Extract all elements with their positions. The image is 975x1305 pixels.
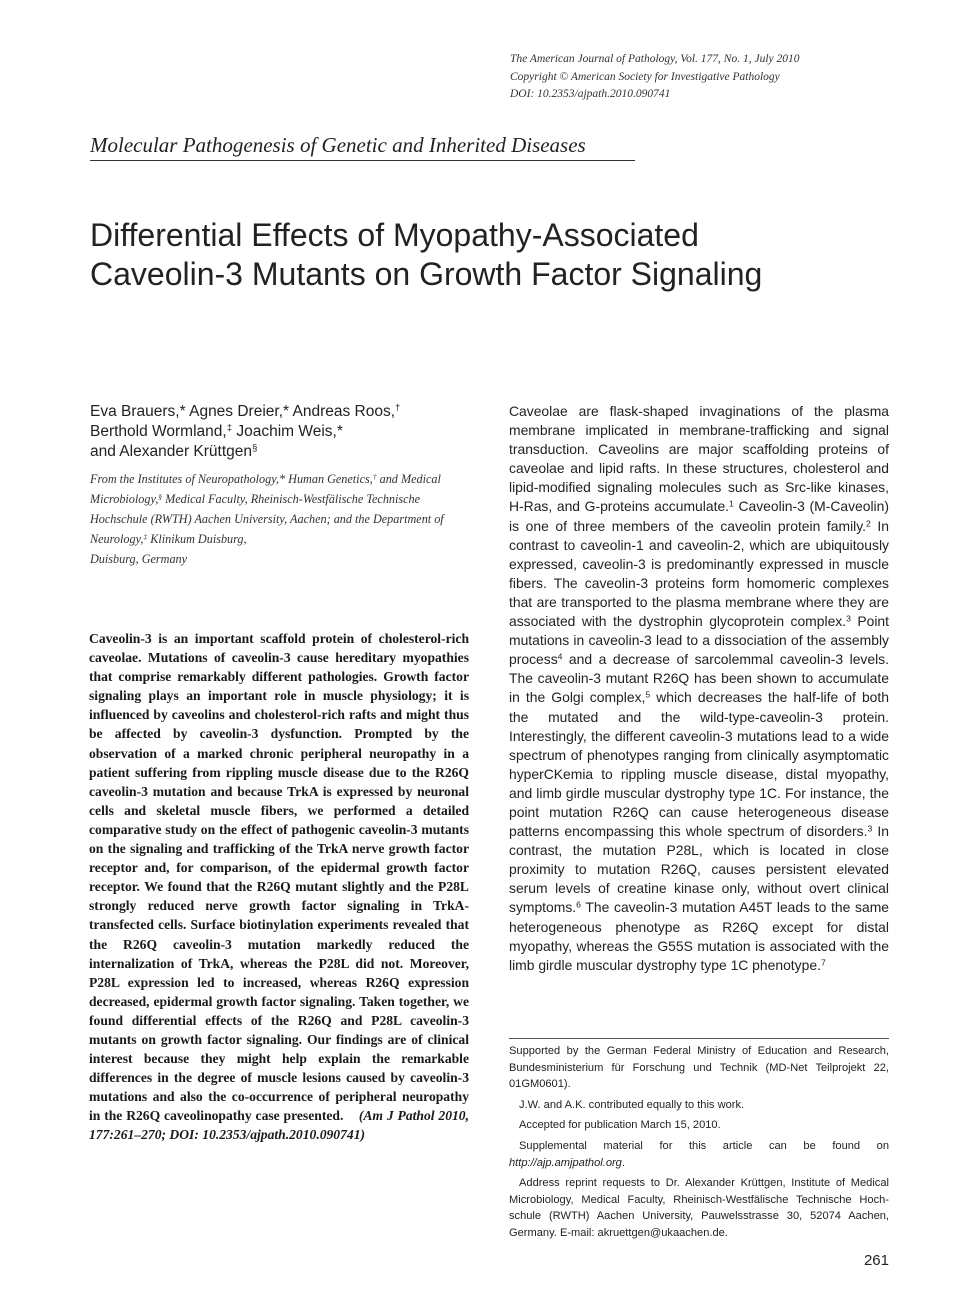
footnote-divider xyxy=(509,1038,889,1039)
intro-sentence: In contrast to caveolin-1 and caveolin-2, which are ubiquitously expressed, caveolin-3 is predominantly expressed in muscle fibers. The caveolin-3 proteins form homomeric complexes that are transported to the plasma membrane where they are associated with the dystrophin glycoprotein complex. xyxy=(509,517,889,630)
affiliation-text: From the Institutes of Neuropathology, xyxy=(90,472,280,486)
affiliation xyxy=(90,469,480,569)
author-line-3 xyxy=(90,442,480,462)
article-title-line-2: Caveolin-3 Mutants on Growth Factor Signaling xyxy=(90,256,763,292)
affiliation-mark: † xyxy=(372,471,377,481)
page-number: 261 xyxy=(863,1252,889,1269)
affiliation-mark: * xyxy=(179,403,186,420)
intro-sentence: Caveolin-3 (M-Caveolin) is one of three members of the caveolin protein family. xyxy=(509,498,889,534)
affiliation-text: and Medical Microbiology, xyxy=(90,472,441,506)
author-name: and Alexander Krüttgen xyxy=(90,443,253,460)
author-line-2 xyxy=(90,422,480,442)
affiliation-text: Human Genetics, xyxy=(285,472,373,486)
intro-sentence: and a decrease of sarcolemmal caveolin-3 levels. The caveolin-3 mutant R26Q has been shown to accumulate in the Golgi complex, xyxy=(509,651,889,706)
affiliation-mark: * xyxy=(336,423,343,440)
reference-mark: 6 xyxy=(576,899,581,910)
author-name: Agnes Dreier, xyxy=(185,403,284,420)
affiliation-text: Medical Faculty, Rheinisch-Westfälische Technische Hochschule (RWTH) Aachen University, Aachen; and the Department of Neurology, xyxy=(90,492,444,546)
intro-sentence: which decreases the half-life of both the mutated and the wild-type-caveolin-3 protein. Interestingly, the different caveolin-3 mutations lead to a wide spectrum of phenotypes ranging from clinically asymptomatic hyperCKemia to rippling muscle disease, distal myopathy, and limb girdle muscular dystrophy type 1C. For instance, the point mutation R26Q can cause heterogeneous disease patterns encompassing this whole spectrum of disorders. xyxy=(509,689,889,840)
journal-citation: The American Journal of Pathology, Vol. 177, No. 1, July 2010 xyxy=(510,53,800,65)
reference-mark: 1 xyxy=(729,498,734,509)
affiliation-text: Klinikum Duisburg, xyxy=(147,532,247,546)
footnotes xyxy=(509,1043,889,1246)
article-title-line-1: Differential Effects of Myopathy-Associated xyxy=(90,217,699,253)
author-list xyxy=(90,402,480,462)
supplemental-link[interactable]: http://ajp.amjpathol.org xyxy=(509,1156,622,1169)
contribution-note: J.W. and A.K. contributed equally to this work. xyxy=(519,1098,745,1111)
article-title xyxy=(90,216,890,294)
affiliation-mark: ‡ xyxy=(226,422,233,434)
affiliation-mark: † xyxy=(395,402,401,414)
author-name: Berthold Wormland, xyxy=(90,423,227,440)
abstract-citation: (Am J Pathol 2010, 177:261–270; DOI: 10.2353/ajpath.2010.090741) xyxy=(89,1108,469,1143)
section-heading: Molecular Pathogenesis of Genetic and Inherited Diseases xyxy=(90,131,635,161)
supplemental-note xyxy=(509,1138,889,1171)
intro-sentence: Caveolae are flask-shaped invaginations of the plasma membrane implicated in membrane-trafficking and signal transduction. Caveolins are major scaffolding proteins of caveolae and lipid rafts. In these structures, cholesterol and lipid-modified signaling molecules such as Src-like kinases, H-Ras, and G-proteins accumulate. xyxy=(509,403,889,515)
affiliation-mark: § xyxy=(158,491,163,501)
affiliation-mark: * xyxy=(279,472,286,486)
author-name: Eva Brauers, xyxy=(90,403,180,420)
affiliation-mark: ‡ xyxy=(143,531,148,541)
reference-mark: 7 xyxy=(820,956,826,967)
reprint-note: Address reprint requests to Dr. Alexander Krüttgen, Institute of Medical Microbiology, Medical Faculty, Rheinisch-Westfälische Technische Hochschule (RWTH) Aachen University, Pauwelsstrasse 30, 52074 Aachen, Germany. E-mail: akruettgen@ukaachen.de. xyxy=(509,1177,889,1239)
author-name: Joachim Weis, xyxy=(232,423,337,440)
introduction-text xyxy=(509,402,889,975)
abstract xyxy=(89,629,469,1145)
reference-mark: 3 xyxy=(867,823,873,834)
reference-mark: 2 xyxy=(866,517,871,528)
author-name: Andreas Roos, xyxy=(289,403,396,420)
intro-sentence: The caveolin-3 mutation A45T leads to the same heterogeneous phenotype as R26Q except for distal myopathy, whereas the G55S mutation is associated with the limb girdle muscular dystrophy type 1C phenotype. xyxy=(509,899,889,973)
affiliation-mark: * xyxy=(283,403,290,420)
abstract-text: Caveolin-3 is an important scaffold protein of cholesterol-rich caveolae. Mutations of caveolin-3 cause hereditary myopathies that comprise remarkably different pathologies. Growth factor signaling plays an important role in muscle physiology; it is influenced by caveolins and cholesterol-rich rafts and might thus be affected by caveolin-3 dysfunction. Prompted by the observation of a marked chronic peripheral neuropathy in a patient suffering from rippling muscle disease due to the R26Q caveolin-3 mutation and because TrkA is expressed by neuronal cells and skeletal muscle fibers, we performed a detailed comparative study on the effect of pathogenic caveolin-3 mutants on the signaling and trafficking of the TrkA nerve growth factor receptor and, for comparison, of the epidermal growth factor receptor. We found that the R26Q mutant slightly and the P28L strongly reduced nerve growth factor signaling in TrkA-transfected cells. Surface biotinylation experiments revealed that the R26Q caveolin-3 mutation markedly reduced the internalization of TrkA, whereas the P28L did not. Moreover, P28L expression led to increased, whereas R26Q expression decreased, epidermal growth factor signaling. Taken together, we found differential effects of the R26Q and P28L caveolin-3 mutants on growth factor signaling. Our findings are of clinical interest because they might help explain the remarkable differences in the degree of muscle lesions caused by caveolin-3 mutations and also the co-occurrence of peripheral neuropathy in the R26Q caveolinopathy case presented. xyxy=(89,631,469,1124)
reference-mark: 5 xyxy=(645,689,651,700)
affiliation-mark: § xyxy=(252,442,258,454)
journal-copyright: Copyright © American Society for Investigative Pathology xyxy=(510,70,780,83)
acceptance-note: Accepted for publication March 15, 2010. xyxy=(519,1119,721,1132)
funding-note: Supported by the German Federal Ministry of Education and Research, Bundesministerium für Forschung und Technik (MD-Net Teilprojekt 22, 01GM0601). xyxy=(509,1045,889,1091)
supplemental-text: Supplemental material for this article can be found on xyxy=(519,1139,889,1152)
intro-sentence: Point mutations in caveolin-3 lead to a dissociation of the assembly process xyxy=(509,613,889,668)
reference-mark: 3 xyxy=(846,613,851,624)
reference-mark: 4 xyxy=(557,651,563,662)
journal-header xyxy=(510,51,930,104)
affiliation-text: Duisburg, Germany xyxy=(90,552,188,566)
journal-doi: DOI: 10.2353/ajpath.2010.090741 xyxy=(510,88,671,100)
intro-sentence: In contrast, the mutation P28L, which is located in close proximity to mutation R26Q, causes persistent elevated serum levels of creatine kinase only, without overt clinical symptoms. xyxy=(509,823,889,916)
supplemental-text-end: . xyxy=(621,1156,625,1169)
author-line-1 xyxy=(90,402,480,422)
